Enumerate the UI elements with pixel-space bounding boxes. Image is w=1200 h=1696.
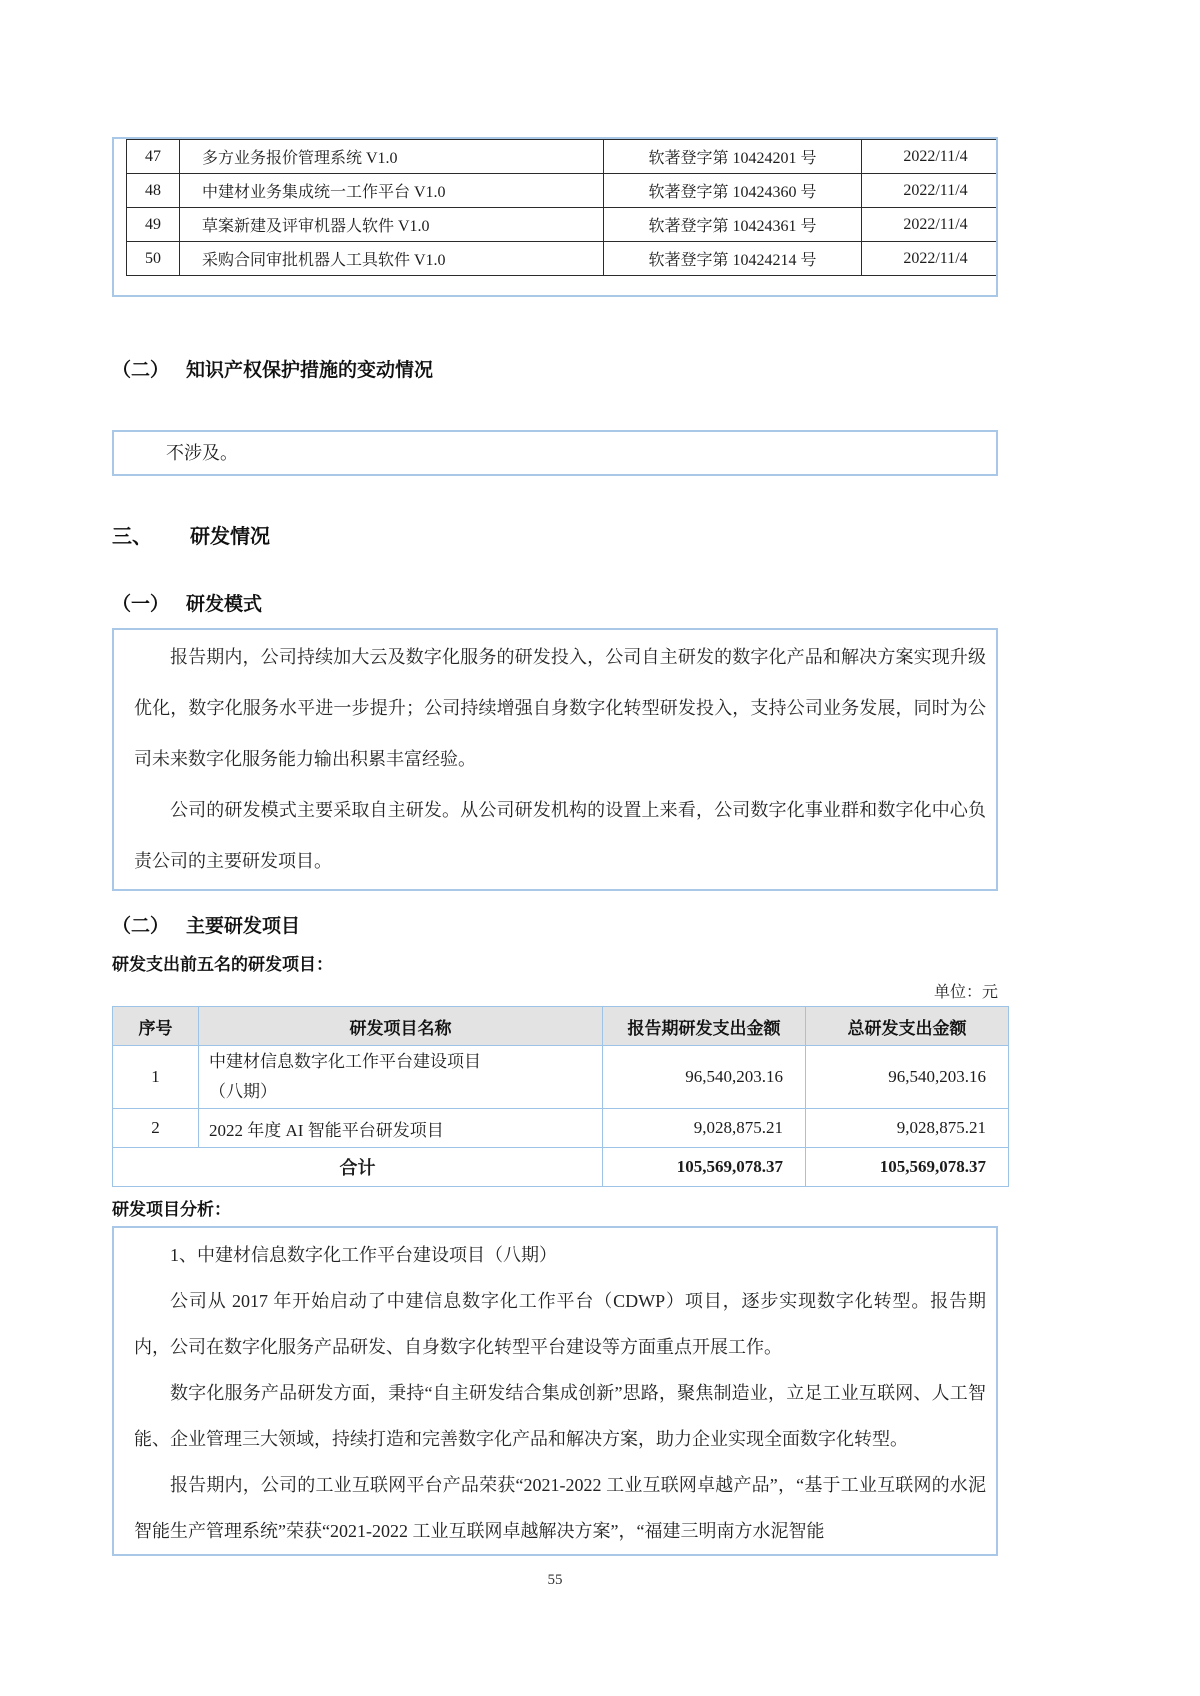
registration-cell: 软著登字第 10424360 号 [604, 174, 862, 208]
header-project-name: 研发项目名称 [199, 1007, 603, 1046]
copyright-table-box [112, 137, 998, 297]
section-heading-rd-projects [112, 911, 998, 938]
heading-title: 知识产权保护措施的变动情况 [186, 360, 434, 381]
total-amount-cell: 9,028,875.21 [806, 1109, 1009, 1148]
total-label-cell: 合计 [113, 1148, 603, 1187]
date-cell: 2022/11/4 [862, 174, 999, 208]
period-amount-cell: 105,569,078.37 [603, 1148, 806, 1187]
serial-cell: 50 [127, 242, 180, 276]
table-row [127, 208, 999, 242]
date-cell: 2022/11/4 [862, 242, 999, 276]
section-heading-rd-mode [112, 589, 998, 616]
serial-cell: 47 [127, 140, 180, 174]
software-name-cell: 草案新建及评审机器人软件 V1.0 [180, 208, 604, 242]
section-heading-rd [112, 520, 998, 549]
serial-cell: 1 [113, 1046, 199, 1109]
analysis-paragraph: 公司从 2017 年开始启动了中建信息数字化工作平台（CDWP）项目，逐步实现数字化转型。报告期内，公司在数字化服务产品研发、自身数字化转型平台建设等方面重点开展工作。 [134, 1291, 986, 1357]
heading-number: （二） [112, 916, 170, 937]
total-amount-cell: 105,569,078.37 [806, 1148, 1009, 1187]
table-total-row [113, 1148, 1009, 1187]
header-period-amount: 报告期研发支出金额 [603, 1007, 806, 1046]
analysis-paragraph: 数字化服务产品研发方面，秉持“自主研发结合集成创新”思路，聚焦制造业，立足工业互联网、人工智能、企业管理三大领域，持续打造和完善数字化产品和解决方案，助力企业实现全面数字化转型。 [134, 1383, 986, 1449]
heading-title: 研发情况 [190, 526, 270, 548]
analysis-box [112, 1226, 998, 1556]
table-row [127, 242, 999, 276]
analysis-label: 研发项目分析： [112, 1200, 231, 1219]
project-name-text: 中建材信息数字化工作平台建设项目（八期） [209, 1052, 481, 1101]
project-name-text: 2022 年度 AI 智能平台研发项目 [209, 1120, 444, 1140]
not-applicable-text: 不涉及。 [166, 443, 238, 463]
project-name-cell [199, 1046, 603, 1109]
period-amount-cell: 9,028,875.21 [603, 1109, 806, 1148]
rd-mode-paragraph: 公司的研发模式主要采取自主研发。从公司研发机构的设置上来看，公司数字化事业群和数字化中心负责公司的主要研发项目。 [134, 800, 986, 871]
software-copyright-table [126, 139, 998, 276]
page-number: 55 [547, 1572, 563, 1588]
table-row [113, 1109, 1009, 1148]
rd-mode-box [112, 628, 998, 891]
registration-cell: 软著登字第 10424361 号 [604, 208, 862, 242]
software-name-cell: 采购合同审批机器人工具软件 V1.0 [180, 242, 604, 276]
date-cell: 2022/11/4 [862, 208, 999, 242]
total-amount-cell: 96,540,203.16 [806, 1046, 1009, 1109]
heading-number: 三、 [112, 526, 152, 548]
registration-cell: 软著登字第 10424201 号 [604, 140, 862, 174]
heading-title: 主要研发项目 [186, 916, 301, 937]
header-serial: 序号 [113, 1007, 199, 1046]
section-heading-ip-protection [112, 355, 998, 382]
page-content [112, 0, 998, 1589]
date-cell: 2022/11/4 [862, 140, 999, 174]
unit-label: 单位：元 [933, 984, 998, 1001]
table-row [127, 140, 999, 174]
table-header-row [113, 1007, 1009, 1046]
rd-mode-paragraph: 报告期内，公司持续加大云及数字化服务的研发投入，公司自主研发的数字化产品和解决方案实现升级优化，数字化服务水平进一步提升；公司持续增强自身数字化转型研发投入，支持公司业务发展，同时为公司未来数字化服务能力输出积累丰富经验。 [134, 647, 986, 769]
table-row [127, 174, 999, 208]
header-total-amount: 总研发支出金额 [806, 1007, 1009, 1046]
analysis-paragraph: 报告期内，公司的工业互联网平台产品荣获“2021-2022 工业互联网卓越产品”，“基于工业互联网的水泥智能生产管理系统”荣获“2021-2022 工业互联网卓越解决方案”，“福建三明南方水泥智能 [134, 1475, 986, 1541]
software-name-cell: 中建材业务集成统一工作平台 V1.0 [180, 174, 604, 208]
heading-number: （一） [112, 594, 170, 615]
top5-projects-label: 研发支出前五名的研发项目： [112, 955, 333, 974]
period-amount-cell: 96,540,203.16 [603, 1046, 806, 1109]
project-name-cell [199, 1109, 603, 1148]
not-applicable-box [112, 430, 998, 476]
serial-cell: 2 [113, 1109, 199, 1148]
table-row [113, 1046, 1009, 1109]
serial-cell: 48 [127, 174, 180, 208]
rd-expense-table [112, 1006, 1009, 1187]
registration-cell: 软著登字第 10424214 号 [604, 242, 862, 276]
heading-title: 研发模式 [186, 594, 263, 615]
analysis-item-title: 1、中建材信息数字化工作平台建设项目（八期） [170, 1245, 557, 1265]
serial-cell: 49 [127, 208, 180, 242]
heading-number: （二） [112, 360, 170, 381]
software-name-cell: 多方业务报价管理系统 V1.0 [180, 140, 604, 174]
